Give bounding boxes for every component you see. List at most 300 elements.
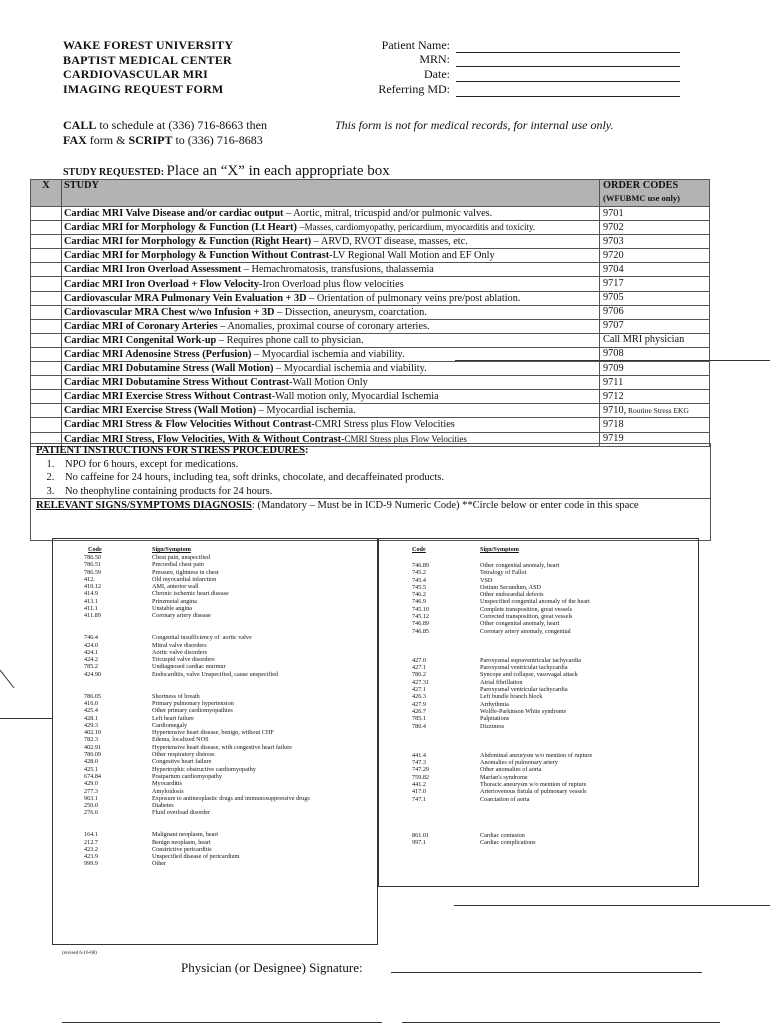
diagnosis-row[interactable] <box>52 634 376 641</box>
sign-header: Sign/Symptom <box>152 546 191 553</box>
diagnosis-row[interactable] <box>378 693 697 700</box>
diagnosis-symptom: Postpartum cardiomyopathy <box>152 772 222 780</box>
sign-header: Sign/Symptom <box>480 546 519 553</box>
diagnosis-row[interactable] <box>378 671 697 678</box>
diagnosis-symptom: Palpitations <box>480 715 510 723</box>
diagnosis-symptom: Other endocardial defects <box>480 591 544 599</box>
scheduling-info <box>63 118 267 148</box>
diagnosis-symptom: Hypertensive heart disease, with congestive heart failure <box>152 743 293 751</box>
diagnosis-row[interactable] <box>378 577 697 584</box>
diagnosis-code: 785.1 <box>412 715 426 723</box>
study-checkbox[interactable] <box>31 347 62 361</box>
diagnosis-row[interactable] <box>52 780 376 787</box>
study-detail-small: CMRI Stress plus Flow Velocities <box>344 433 467 444</box>
diagnosis-row[interactable] <box>378 613 697 620</box>
study-row <box>31 376 710 390</box>
order-code-value: 9708 <box>603 348 624 360</box>
order-code <box>600 263 710 277</box>
instructions-title: PATIENT INSTRUCTIONS FOR STRESS PROCEDURES <box>36 445 305 456</box>
signature-line[interactable] <box>391 972 702 973</box>
study-detail: – Aortic, mitral, tricuspid and/or pulmonic valves. <box>283 208 493 220</box>
order-code <box>600 291 710 305</box>
diagnosis-code: 746.2 <box>412 591 426 599</box>
diagnosis-symptom: Paroxysmal supraventricular tachycardia <box>480 656 582 664</box>
study-name: Cardiac MRI Iron Overload + Flow Velocity <box>64 278 260 290</box>
study-name: Cardiac MRI for Morphology & Function (Lt Heart) <box>64 222 297 234</box>
diagnosis-symptom: Tricuspid valve disorders <box>152 656 215 664</box>
diagnosis-code: 745.4 <box>412 576 426 584</box>
study-name: Cardiac MRI of Coronary Arteries <box>64 320 218 332</box>
diagnosis-row[interactable] <box>52 860 376 867</box>
study-name: Cardiac MRI Dobutamine Stress Without Contrast <box>64 377 290 389</box>
diagnosis-row[interactable] <box>52 576 376 583</box>
diagnosis-row[interactable] <box>378 635 697 642</box>
diagnosis-row[interactable] <box>378 642 697 649</box>
diagnosis-symptom: Unstable angina <box>152 605 193 613</box>
order-code <box>600 277 710 291</box>
order-codes-title: ORDER CODES <box>603 180 679 191</box>
diagnosis-row[interactable] <box>52 620 376 627</box>
order-code <box>600 390 710 404</box>
order-code <box>600 249 710 263</box>
diagnosis-code: 441.4 <box>412 751 426 759</box>
study-detail: – ARVD, RVOT disease, masses, etc. <box>311 236 468 248</box>
diagnosis-symptom: Coarctation of aorta <box>480 795 530 803</box>
diagnosis-symptom: Coronary artery disease <box>152 612 211 620</box>
diagnosis-symptom: Dizziness <box>480 722 505 730</box>
diagnosis-code: 997.1 <box>412 839 426 847</box>
diagnosis-row[interactable] <box>52 809 376 816</box>
diagnosis-code: 413.1 <box>84 597 98 605</box>
scan-mark <box>0 670 20 720</box>
diagnosis-row[interactable] <box>378 591 697 598</box>
diagnosis-row[interactable] <box>378 657 697 664</box>
order-code-value: 9701 <box>603 207 624 219</box>
order-code-value: 9720 <box>603 249 624 261</box>
diagnosis-code: 426.7 <box>412 707 426 715</box>
diagnosis-symptom: Shortness of breath <box>152 692 200 700</box>
study-row <box>31 291 710 305</box>
study-column-header: STUDY <box>62 180 600 207</box>
diagnosis-symptom: Edema, localized NOS <box>152 736 209 744</box>
diagnosis-symptom: Unspecified disease of pericardium <box>152 853 240 861</box>
institution-line: IMAGING REQUEST FORM <box>63 81 224 96</box>
order-code <box>600 418 710 432</box>
diagnosis-symptom: Coronary artery anomaly, congenital <box>480 627 571 635</box>
order-code <box>600 319 710 333</box>
order-code-value: 9709 <box>603 362 624 374</box>
diagnosis-row[interactable] <box>378 803 697 810</box>
study-row <box>31 249 710 263</box>
diagnosis-code: 212.7 <box>84 838 98 846</box>
diagnosis-row[interactable] <box>378 788 697 795</box>
study-checkbox[interactable] <box>31 277 62 291</box>
study-detail: -CMRI Stress plus Flow Velocities <box>311 419 455 431</box>
study-checkbox[interactable] <box>31 376 62 390</box>
diagnosis-row[interactable] <box>52 693 376 700</box>
order-code <box>600 404 710 418</box>
order-code-value: 9704 <box>603 263 624 275</box>
diagnosis-row[interactable] <box>52 795 376 802</box>
diagnosis-row[interactable] <box>378 598 697 605</box>
order-codes-header <box>600 180 710 207</box>
institution-line: WAKE FOREST UNIVERSITY <box>63 38 234 52</box>
diagnosis-code: 427.9 <box>412 700 426 708</box>
diagnosis-code: 427.0 <box>412 656 426 664</box>
diagnosis-symptom: Endocarditis, valve Unspecified, cause unspecified <box>152 670 279 678</box>
diagnosis-code: 402.10 <box>84 729 102 737</box>
order-code <box>600 376 710 390</box>
diagnosis-symptom: Other congenital anomaly, heart <box>480 562 560 569</box>
study-detail: – Myocardial ischemia and viability. <box>273 363 427 375</box>
diagnosis-symptom: Arrhythmia <box>480 700 509 708</box>
diagnosis-symptom: Other primary cardiomyopathies <box>152 707 233 715</box>
diagnosis-row[interactable] <box>378 759 697 766</box>
diagnosis-symptom: Syncope and collapse, vasovagal attack <box>480 671 578 679</box>
diagnosis-code: 786.50 <box>84 554 102 561</box>
diagnosis-row[interactable] <box>378 796 697 803</box>
diagnosis-code: 250.0 <box>84 802 98 810</box>
diagnosis-row[interactable] <box>378 781 697 788</box>
instruction-item: 1. NPO for 6 hours, except for medications. <box>57 458 706 472</box>
diagnosis-row[interactable] <box>52 853 376 860</box>
study-description <box>62 249 600 263</box>
diagnosis-code: 423.2 <box>84 845 98 853</box>
diagnosis-list-right <box>378 546 697 847</box>
diagnosis-code: 786.59 <box>84 568 102 576</box>
diagnosis-row[interactable] <box>378 774 697 781</box>
diagnosis-row[interactable] <box>378 686 697 693</box>
study-name: Cardiac MRI Stress, Flow Velocities, With & Without Contrast <box>64 433 342 445</box>
diagnosis-symptom: Congestive heart failure <box>152 758 212 766</box>
diagnosis-row[interactable] <box>52 656 376 663</box>
study-row <box>31 207 710 221</box>
patient-name-field[interactable] <box>456 41 680 53</box>
diagnosis-row[interactable] <box>52 671 376 678</box>
x-column-header: X <box>31 180 62 207</box>
diagnosis-code: 747.3 <box>412 759 426 767</box>
diagnosis-symptom: Other respiratory distress <box>152 751 215 759</box>
diagnosis-row[interactable] <box>52 751 376 758</box>
diagnosis-row[interactable] <box>52 561 376 568</box>
study-name: Cardiac MRI Dobutamine Stress (Wall Motion) <box>64 363 274 375</box>
study-detail-small: Masses, cardiomyopathy, pericardium, myocarditis and toxicity. <box>304 222 536 233</box>
diagnosis-row[interactable] <box>52 700 376 707</box>
diagnosis-symptom: Cardiac complications <box>480 839 536 847</box>
diagnosis-row[interactable] <box>52 663 376 670</box>
diagnosis-row[interactable] <box>52 569 376 576</box>
patient-name-label: Patient Name: <box>381 37 450 52</box>
diagnosis-code: 425.1 <box>84 765 98 773</box>
diagnosis-code: 427.1 <box>412 686 426 694</box>
diagnosis-row[interactable] <box>378 825 697 832</box>
diagnosis-row[interactable] <box>52 627 376 634</box>
diagnosis-symptom: Constrictive pericarditis <box>152 845 212 853</box>
order-code-value: 9710, <box>603 404 627 416</box>
study-checkbox[interactable] <box>31 207 62 221</box>
diagnosis-symptom: Aortic valve disorders <box>152 648 207 656</box>
referring-md-label: Referring MD: <box>378 81 450 96</box>
diagnosis-symptom: Corrected transposition, great vessels <box>480 613 573 621</box>
diagnosis-row[interactable] <box>52 715 376 722</box>
study-detail: – Orientation of pulmonary veins pre/post ablation. <box>306 292 521 304</box>
diagnosis-code: 674.84 <box>84 772 102 780</box>
diagnosis-symptom: Fluid overload disorder <box>152 809 211 817</box>
diagnosis-row[interactable] <box>52 612 376 619</box>
study-description <box>62 418 600 432</box>
diagnosis-symptom: Paroxysmal ventricular tachycardia <box>480 686 568 694</box>
diagnosis-code: 429.3 <box>84 721 98 729</box>
diagnosis-row[interactable] <box>378 839 697 846</box>
diagnosis-row[interactable] <box>378 810 697 817</box>
study-checkbox[interactable] <box>31 418 62 432</box>
study-name: Cardiac MRI for Morphology & Function (Right Heart) <box>64 236 312 248</box>
diagnosis-symptom: Left heart failure <box>152 714 194 722</box>
diagnosis-symptom: Arteriovenous fistula of pulmonary vessels <box>480 788 587 796</box>
diagnosis-symptom: Marfan's syndrome <box>480 773 528 781</box>
diagnosis-code: 780.4 <box>412 722 426 730</box>
diagnosis-row[interactable] <box>52 605 376 612</box>
diagnosis-code: 786.09 <box>84 751 102 759</box>
diagnosis-row[interactable] <box>52 817 376 824</box>
diagnosis-row[interactable] <box>52 707 376 714</box>
diagnosis-row[interactable] <box>52 598 376 605</box>
institution-block <box>63 38 233 96</box>
study-name: Cardiac MRI Congenital Work-up <box>64 334 217 346</box>
diagnosis-code: 424.0 <box>84 641 98 649</box>
diagnosis-symptom: Mitral valve disorders <box>152 641 207 649</box>
diagnosis-row[interactable] <box>378 606 697 613</box>
diagnosis-row[interactable] <box>378 730 697 737</box>
diagnosis-row[interactable] <box>378 752 697 759</box>
diagnosis-code: 746.9 <box>412 598 426 606</box>
stress-instructions <box>36 444 706 498</box>
diagnosis-row[interactable] <box>378 737 697 744</box>
diagnosis-symptom: Wolffe-Parkinson White syndrome <box>480 707 567 715</box>
diagnosis-symptom: Exposure to antineoplastic drugs and immunosuppressive drugs <box>152 794 310 802</box>
institution-line: BAPTIST MEDICAL CENTER <box>63 52 232 67</box>
study-row <box>31 390 710 404</box>
diagnosis-row[interactable] <box>378 628 697 635</box>
study-detail: -Wall motion only, Myocardial Ischemia <box>271 391 439 403</box>
diagnosis-symptom: Myocarditis <box>152 780 182 788</box>
diagnosis-row[interactable] <box>52 685 376 692</box>
diagnosis-row[interactable] <box>52 744 376 751</box>
diagnosis-row[interactable] <box>52 802 376 809</box>
diagnosis-row[interactable] <box>378 715 697 722</box>
diagnosis-code: 412. <box>84 575 95 583</box>
diagnosis-row[interactable] <box>378 620 697 627</box>
diagnosis-row[interactable] <box>52 766 376 773</box>
diagnosis-row[interactable] <box>378 584 697 591</box>
study-description <box>62 207 600 221</box>
instruction-item: 2. No caffeine for 24 hours, including tea, soft drinks, chocolate, and decaffeinated products. <box>57 471 706 485</box>
relevant-divider <box>30 498 710 499</box>
internal-use-notice: This form is not for medical records, for internal use only. <box>335 118 614 132</box>
diagnosis-code: 426.3 <box>412 693 426 701</box>
study-checkbox[interactable] <box>31 291 62 305</box>
diagnosis-symptom: Other anomalies of aorta <box>480 766 542 774</box>
diagnosis-row[interactable] <box>52 590 376 597</box>
diagnosis-code: 427.31 <box>412 678 430 686</box>
diagnosis-row[interactable] <box>378 766 697 773</box>
diagnosis-row[interactable] <box>52 758 376 765</box>
diagnosis-row[interactable] <box>52 729 376 736</box>
study-name: Cardiac MRI Valve Disease and/or cardiac output <box>64 208 284 220</box>
date-field[interactable] <box>456 70 680 82</box>
diagnosis-row[interactable] <box>52 554 376 561</box>
order-code-value: 9702 <box>603 221 624 233</box>
study-name: Cardiovascular MRA Pulmonary Vein Evaluation + 3D <box>64 292 307 304</box>
study-checkbox[interactable] <box>31 249 62 263</box>
diagnosis-symptom: Left bundle branch block <box>480 693 543 701</box>
diagnosis-code: 745.10 <box>412 605 430 613</box>
diagnosis-code: 745.12 <box>412 613 430 621</box>
scan-line <box>454 905 770 906</box>
study-name: Cardiac MRI Exercise Stress Without Contrast <box>64 391 272 403</box>
study-description <box>62 319 600 333</box>
diagnosis-code: 785.2 <box>84 663 98 671</box>
referring-md-field[interactable] <box>456 85 680 97</box>
diagnosis-symptom: Old myocardial infarction <box>152 575 217 583</box>
diagnosis-row[interactable] <box>378 650 697 657</box>
diagnosis-row[interactable] <box>52 788 376 795</box>
diagnosis-symptom: Tetralogy of Fallot <box>480 569 527 577</box>
code-header: Code <box>412 546 426 553</box>
diagnosis-row[interactable] <box>378 832 697 839</box>
diagnosis-row[interactable] <box>378 817 697 824</box>
order-code <box>600 235 710 249</box>
diagnosis-code: 746.89 <box>412 620 430 628</box>
study-checkbox[interactable] <box>31 362 62 376</box>
diagnosis-code: 746.85 <box>412 627 430 635</box>
diagnosis-code: 414.9 <box>84 590 98 598</box>
diagnosis-symptom: Amyloidosis <box>152 787 184 795</box>
revision-note: (revised 6-16-08) <box>62 951 97 956</box>
mrn-field[interactable] <box>456 55 680 67</box>
diagnosis-code: 402.91 <box>84 743 102 751</box>
script-word: SCRIPT <box>128 133 173 147</box>
diagnosis-list-left <box>52 546 376 868</box>
diagnosis-row[interactable] <box>52 642 376 649</box>
diagnosis-row[interactable] <box>378 744 697 751</box>
diagnosis-row[interactable] <box>52 824 376 831</box>
institution-line: CARDIOVASCULAR MRI <box>63 67 209 81</box>
order-code-value: 9707 <box>603 320 624 332</box>
diagnosis-row[interactable] <box>52 773 376 780</box>
study-detail: - <box>341 433 345 445</box>
order-code <box>600 221 710 235</box>
diagnosis-code: 746.4 <box>84 634 98 642</box>
diagnosis-row[interactable] <box>378 664 697 671</box>
diagnosis-row[interactable] <box>52 839 376 846</box>
study-checkbox[interactable] <box>31 404 62 418</box>
study-row <box>31 221 710 235</box>
study-description <box>62 291 600 305</box>
diagnosis-row[interactable] <box>378 708 697 715</box>
order-code-value: 9705 <box>603 292 624 304</box>
diagnosis-symptom: Primary pulmonary hypertension <box>152 699 234 707</box>
study-checkbox[interactable] <box>31 390 62 404</box>
study-name: Cardiac MRI Stress & Flow Velocities Without Contrast <box>64 419 312 431</box>
fax-text: form & <box>86 133 129 147</box>
study-checkbox[interactable] <box>31 221 62 235</box>
study-row <box>31 418 710 432</box>
diagnosis-code: 999.9 <box>84 860 98 868</box>
diagnosis-row[interactable] <box>52 583 376 590</box>
diagnosis-row[interactable] <box>52 846 376 853</box>
diagnosis-code: 786.51 <box>84 561 102 569</box>
study-checkbox[interactable] <box>31 305 62 319</box>
diagnosis-symptom: Paroxysmal ventricular tachycardia <box>480 664 568 672</box>
mrn-label: MRN: <box>419 52 450 67</box>
diagnosis-symptom: Cardiomegaly <box>152 721 188 729</box>
study-row <box>31 235 710 249</box>
diagnosis-row[interactable] <box>52 649 376 656</box>
diagnosis-code: 745.2 <box>412 569 426 577</box>
study-row <box>31 277 710 291</box>
study-description <box>62 333 600 347</box>
study-detail: – Dissection, aneurysm, coarctation. <box>274 306 427 318</box>
diagnosis-code: 759.82 <box>412 773 430 781</box>
diagnosis-code: 411.1 <box>84 605 98 613</box>
order-code-value: 9717 <box>603 278 624 290</box>
study-name: Cardiovascular MRA Chest w/wo Infusion + 3D <box>64 306 275 318</box>
study-checkbox[interactable] <box>31 333 62 347</box>
order-codes-subtitle: (WFUBMC use only) <box>603 193 680 203</box>
call-text: to schedule at (336) 716-8663 then <box>96 118 267 132</box>
order-code-value: Call MRI physician <box>603 334 685 346</box>
relevant-title: RELEVANT SIGNS/SYMPTOMS DIAGNOSIS <box>36 500 252 511</box>
diagnosis-symptom: Other <box>152 860 167 868</box>
diagnosis-code: 423.9 <box>84 853 98 861</box>
diagnosis-row[interactable] <box>52 736 376 743</box>
call-word: CALL <box>63 118 97 132</box>
diagnosis-row[interactable] <box>378 723 697 730</box>
diagnosis-code: 963.1 <box>84 794 98 802</box>
study-requested-instruction: Place an “X” in each appropriate box <box>166 163 390 179</box>
diagnosis-code: 427.1 <box>412 664 426 672</box>
diagnosis-row[interactable] <box>378 569 697 576</box>
diagnosis-row[interactable] <box>52 678 376 685</box>
diagnosis-code: 786.05 <box>84 692 102 700</box>
diagnosis-code-entry[interactable] <box>38 522 698 534</box>
diagnosis-symptom: Hypertensive heart disease, benign, without CHF <box>152 729 274 737</box>
diagnosis-code: 782.3 <box>84 736 98 744</box>
diagnosis-symptom: Atrial fibrillation <box>480 678 523 686</box>
diagnosis-row[interactable] <box>378 562 697 569</box>
study-detail: – Anomalies, proximal course of coronary arteries. <box>217 320 430 332</box>
diagnosis-code: 747.1 <box>412 795 426 803</box>
diagnosis-row[interactable] <box>378 701 697 708</box>
order-code-note: Routine Stress EKG <box>626 405 689 415</box>
diagnosis-row[interactable] <box>378 679 697 686</box>
study-requested-label: STUDY REQUESTED: <box>63 167 165 178</box>
diagnosis-row[interactable] <box>52 722 376 729</box>
study-checkbox[interactable] <box>31 263 62 277</box>
study-checkbox[interactable] <box>31 319 62 333</box>
study-row <box>31 362 710 376</box>
diagnosis-code: 745.5 <box>412 583 426 591</box>
study-description <box>62 390 600 404</box>
diagnosis-row[interactable] <box>52 831 376 838</box>
order-code-value: 9712 <box>603 390 624 402</box>
diagnosis-code: 746.89 <box>412 562 430 569</box>
diagnosis-symptom: Other congenital anomaly, heart <box>480 620 560 628</box>
study-table <box>30 179 710 447</box>
study-detail: -Wall Motion Only <box>289 377 368 389</box>
study-checkbox[interactable] <box>31 235 62 249</box>
